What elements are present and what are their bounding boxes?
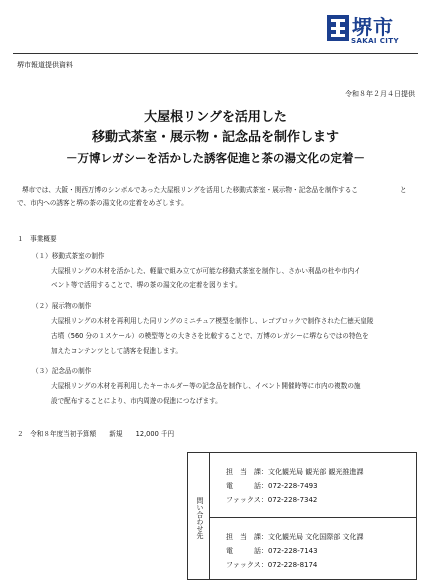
contact-label: 問い合わせ先: [196, 497, 204, 539]
contact-label-cell: [188, 453, 210, 579]
logo-name: 堺市: [352, 15, 394, 39]
intro-line-2: で、市内への誘客と堺の茶の湯文化の定着をめざします。: [17, 199, 188, 207]
contact-divider: [210, 517, 416, 518]
item-3-line-1: 大屋根リングの木材を再利用したキーホルダー等の記念品を制作し、イベント開催時等に市内の複数の施: [51, 382, 361, 390]
release-date: 令和８年２月４日提供: [345, 90, 415, 98]
section-2-budget: ２ 令和８年度当初予算額 新規 12,000 千円: [17, 430, 175, 438]
sakai-city-emblem-icon: [327, 15, 349, 41]
title-line-1: 大屋根リングを活用した: [144, 110, 287, 125]
item-3-heading: （３）記念品の制作: [32, 367, 92, 375]
item-1-heading: （１）移動式茶室の制作: [32, 252, 105, 260]
item-2-line-1: 大屋根リングの木材を再利用した同リングのミニチュア模型を制作し、レゴブロックで制作された仁徳天皇陵: [51, 317, 374, 325]
contact-2-fax: ファックス：072-228-8174: [226, 561, 318, 569]
header-rule: [13, 53, 418, 54]
logo-english-name: SAKAI CITY: [351, 37, 399, 45]
contact-2-dept: 担 当 課：文化観光局 文化国際部 文化課: [226, 533, 364, 541]
intro-line-1-tail: と: [400, 186, 407, 194]
title-subtitle: －万博レガシーを活かした誘客促進と茶の湯文化の定着－: [66, 151, 365, 165]
contact-1-tel: 電 話：072-228-7493: [226, 482, 318, 490]
contact-1-fax: ファックス：072-228-7342: [226, 496, 318, 504]
section-1-heading: １ 事業概要: [17, 235, 57, 243]
item-2-line-2: 古墳（560 分の１スケール）の模型等との大きさを比較することで、万博のレガシーに堺ならではの特色を: [51, 332, 369, 340]
contact-box: [187, 452, 417, 580]
item-2-heading: （２）展示物の制作: [32, 302, 92, 310]
contact-2-tel: 電 話：072-228-7143: [226, 547, 318, 555]
item-3-line-2: 設で配布することにより、市内周遊の促進につなげます。: [51, 397, 222, 405]
title-line-2: 移動式茶室・展示物・記念品を制作します: [91, 130, 339, 145]
document-type: 堺市報道提供資料: [17, 61, 73, 69]
item-1-line-2: ベント等で活用することで、堺の茶の湯文化の定着を図ります。: [51, 281, 242, 289]
sakai-city-logo: [327, 12, 419, 52]
item-2-line-3: 加えたコンテンツとして誘客を促進します。: [51, 347, 183, 355]
item-1-line-1: 大屋根リングの木材を活かした、軽量で組み立てが可能な移動式茶室を制作し、さかい利晶の杜や市内イ: [51, 267, 361, 275]
contact-1-dept: 担 当 課：文化観光局 観光部 観光推進課: [226, 468, 364, 476]
intro-line-1: 堺市では、大阪・関西万博のシンボルであった大屋根リングを活用した移動式茶室・展示物・記念品を制作するこ: [22, 186, 358, 194]
